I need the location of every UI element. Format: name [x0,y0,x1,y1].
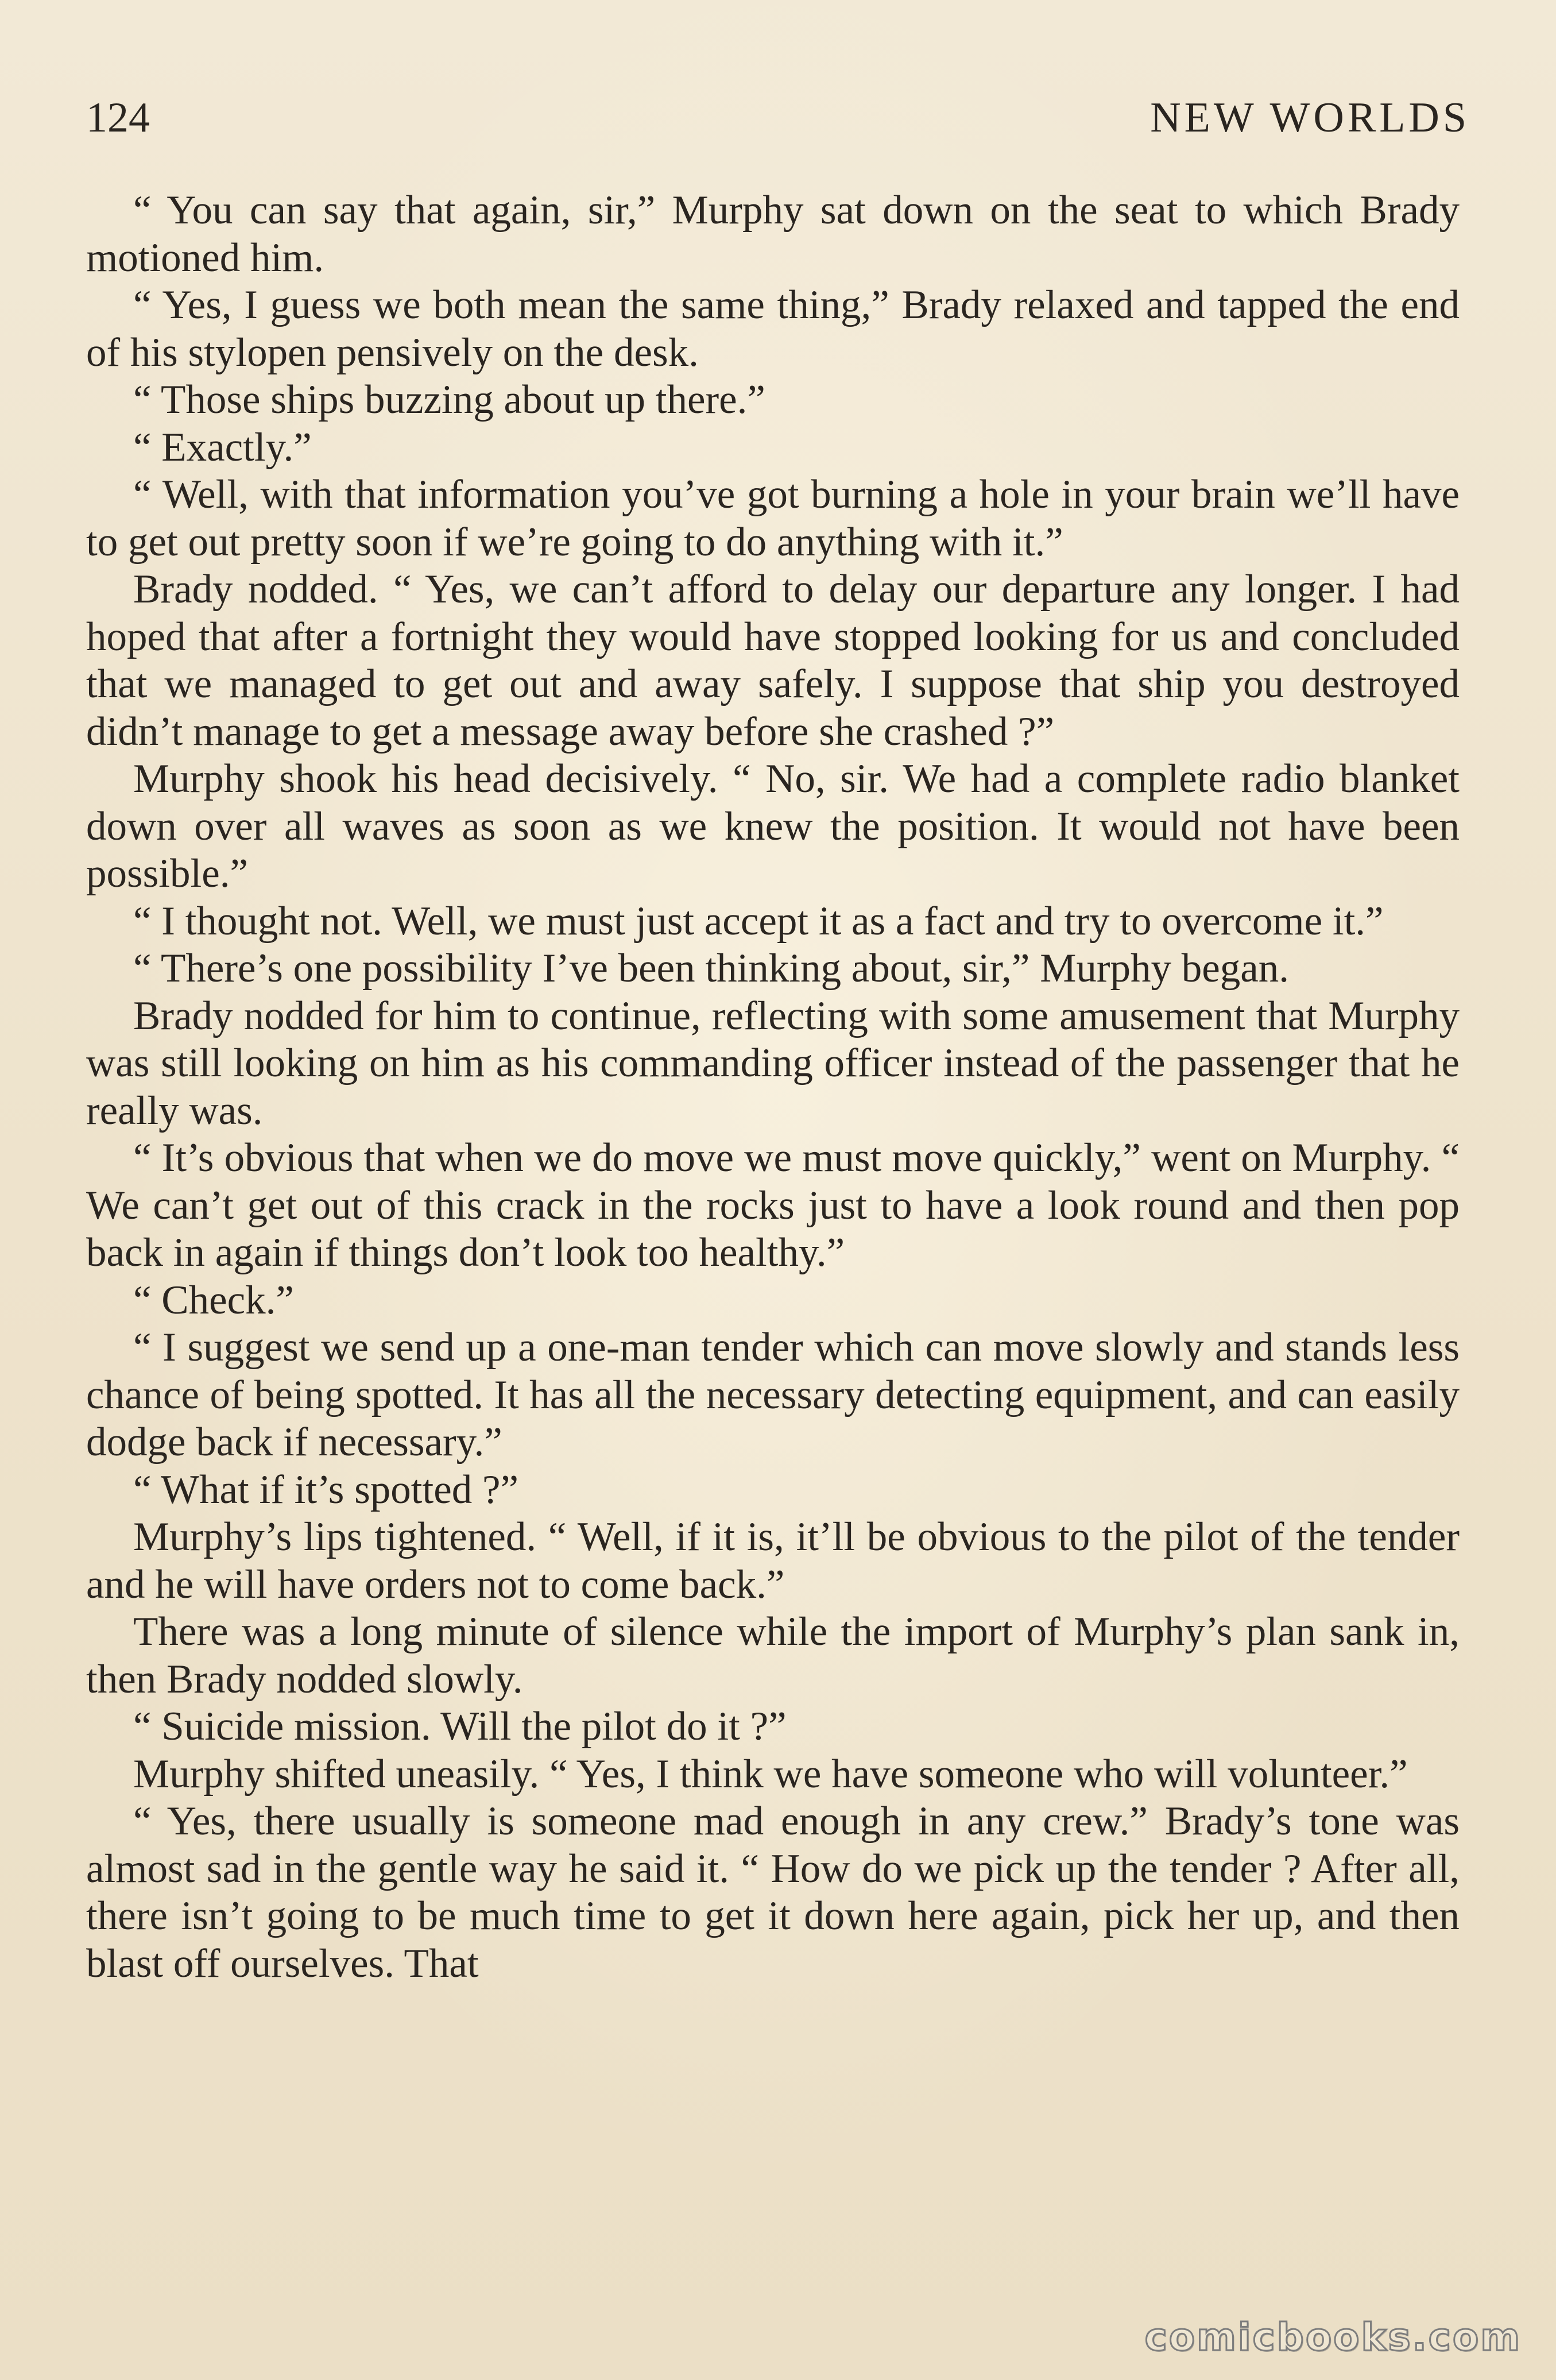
paragraph: “ Well, with that information you’ve got burning a hole in your brain we’ll have to get out pretty soon if we’re going to do anything with it.” [86,472,1460,565]
paragraph: Murphy shook his head decisively. “ No, sir. We had a complete radio blanket down over all waves as soon as we knew the position. It would not have been possible.” [86,756,1460,896]
paragraph: “ I suggest we send up a one-man tender which can move slowly and stands less chance of being spotted. It has all the necessary detecting equipment, and can easily dodge back if necessary.” [86,1325,1460,1465]
paragraph: Murphy’s lips tightened. “ Well, if it is, it’ll be obvious to the pilot of the tender and he will have orders not to come back.” [86,1514,1460,1607]
paragraph: “ Exactly.” [133,424,312,470]
paragraph: “ Check.” [133,1277,294,1323]
body-text [86,187,1460,1987]
paragraph: “ I thought not. Well, we must just accept it as a fact and try to overcome it.” [133,898,1384,944]
page-number: 124 [86,94,150,141]
paragraph: “ There’s one possibility I’ve been thinking about, sir,” Murphy began. [133,946,1289,991]
paragraph: There was a long minute of silence while the import of Murphy’s plan sank in, then Brady nodded slowly. [86,1609,1460,1702]
page-header [86,86,1470,149]
paragraph: “ What if it’s spotted ?” [133,1467,519,1512]
paragraph: “ Yes, there usually is someone mad enough in any crew.” Brady’s tone was almost sad in the gentle way he said it. “ How do we pick up the tender ? After all, there isn’t going to be much time to get it down here again, pick her up, and then blast off ourselves. That [86,1799,1460,1986]
paragraph: “ Yes, I guess we both mean the same thing,” Brady relaxed and tapped the end of his stylopen pensively on the desk. [86,283,1460,375]
paragraph: Murphy shifted uneasily. “ Yes, I think we have someone who will volunteer.” [133,1751,1408,1796]
paragraph: “ It’s obvious that when we do move we must move quickly,” went on Murphy. “ We can’t get out of this crack in the rocks just to have a look round and then pop back in again if things don’t look too healthy.” [86,1135,1460,1275]
paragraph: “ Those ships buzzing about up there.” [133,377,765,422]
paragraph: Brady nodded for him to continue, reflecting with some amusement that Murphy was still looking on him as his commanding officer instead of the passenger that he really was. [86,993,1460,1133]
watermark: comicbooks.com [1144,2315,1522,2359]
paragraph: Brady nodded. “ Yes, we can’t afford to delay our departure any longer. I had hoped that after a fortnight they would have stopped looking for us and concluded that we managed to get out and away safely. I suppose that ship you destroyed didn’t manage to get a message away before she crashed ?” [86,567,1460,754]
running-head: NEW WORLDS [1150,94,1470,141]
paragraph: “ Suicide mission. Will the pilot do it ?” [133,1704,787,1749]
paragraph: “ You can say that again, sir,” Murphy sat down on the seat to which Brady motioned him. [86,188,1460,280]
